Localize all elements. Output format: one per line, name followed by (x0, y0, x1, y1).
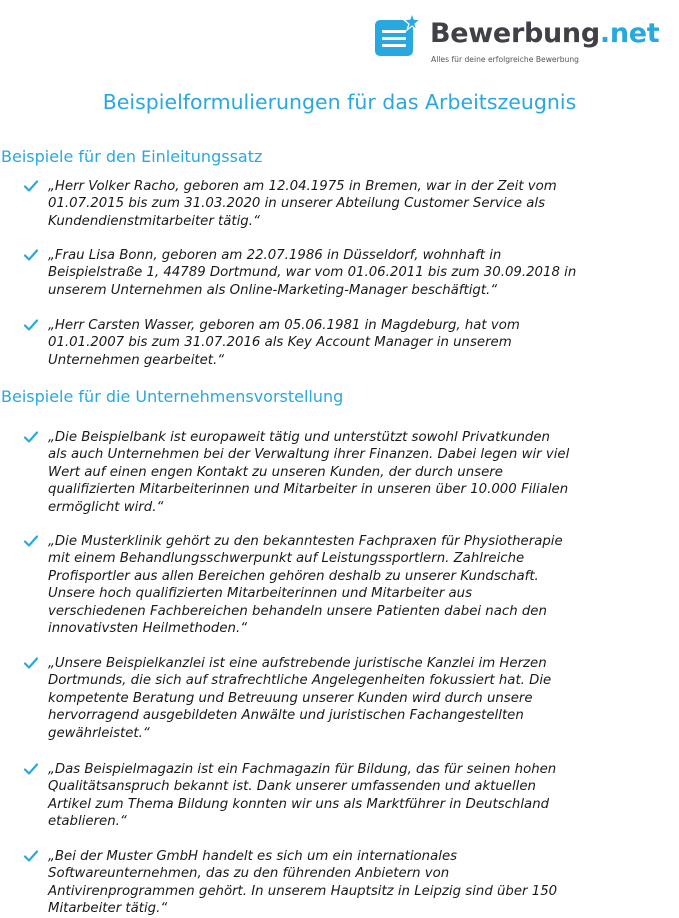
example-quote: „Herr Carsten Wasser, geboren am 05.06.1981 in Magdeburg, hat vom 01.01.2007 bis zum 31.07.2016 als Key Account Manager in unserem Unternehmen gearbeitet.“ (48, 318, 520, 368)
example-quote: „Frau Lisa Bonn, geboren am 22.07.1986 in Düsseldorf, wohnhaft in Beispielstraße 1, 44789 Dortmund, war vom 01.06.2011 bis zum 30.09.2018 in unserem Unternehmen als Online-Marketing-Manager beschäftigt.“ (48, 248, 577, 298)
brand-tagline: Alles für deine erfolgreiche Bewerbung (431, 55, 579, 64)
example-quote: „Die Musterklinik gehört zu den bekanntesten Fachpraxen für Physiotherapie mit einem Behandlungsschwerpunkt auf Leistungssportlern. Zahlreiche Profisportler aus allen Bereichen gehören deshalb zu unserer Kundschaft. Unsere hoch qualifizierten Mitarbeiterinnen und Mitarbeiter aus verschiedenen Fachbereichen behandeln unsere Patienten dabei nach den innovativsten Heilmethoden.“ (48, 534, 563, 637)
example-quote: „Herr Volker Racho, geboren am 12.04.1975 in Bremen, war in der Zeit vom 01.07.2015 bis zum 31.03.2020 in unserer Abteilung Customer Service als Kundendienstmitarbeiter tätig.“ (48, 179, 557, 229)
checkmark-icon (24, 850, 38, 862)
checkmark-icon (24, 180, 38, 192)
brand-name-main: Bewerbung (430, 18, 600, 49)
example-quote: „Bei der Muster GmbH handelt es sich um ein internationales Softwareunternehmen, das zu den führenden Anbietern von Antivirenprogrammen gehört. In unserem Hauptsitz in Leipzig sind über 150 Mitarbeiter tätig.“ (48, 849, 558, 917)
document-icon (374, 12, 420, 58)
checkmark-icon (24, 319, 38, 331)
section-heading-unternehmensvorstellung: Beispiele für die Unternehmensvorstellung (1, 387, 344, 406)
checkmark-icon (24, 535, 38, 547)
page-title: Beispielformulierungen für das Arbeitszeugnis (102, 90, 577, 114)
example-quote: „Die Beispielbank ist europaweit tätig und unterstützt sowohl Privatkunden als auch Unternehmen bei der Verwaltung ihrer Finanzen. Dabei legen wir viel Wert auf einen engen Kontakt zu unseren Kunden, der durch unsere qualifizierten Mitarbeiterinnen und Mitarbeiter in unseren über 10.000 Filialen ermöglicht wird.“ (48, 430, 570, 515)
example-quote: „Das Beispielmagazin ist ein Fachmagazin für Bildung, das für seinen hohen Qualitätsanspruch bekannt ist. Dank unserer umfassenden und aktuellen Artikel zum Thema Bildung konnten wir uns als Marktführer in Deutschland etablieren.“ (48, 762, 557, 830)
brand-logo (372, 4, 677, 70)
example-quote: „Unsere Beispielkanzlei ist eine aufstrebende juristische Kanzlei im Herzen Dortmunds, die sich auf strafrechtliche Angelegenheiten fokussiert hat. Die kompetente Beratung und Betreuung unserer Kunden wird durch unsere hervorragend ausgebildeten Anwälte und juristischen Fachangestellten gewährleistet.“ (48, 656, 552, 741)
checkmark-icon (24, 431, 38, 443)
checkmark-icon (24, 249, 38, 261)
checkmark-icon (24, 763, 38, 775)
section-heading-einleitungssatz: Beispiele für den Einleitungssatz (1, 147, 263, 166)
brand-name (430, 18, 659, 50)
checkmark-icon (24, 657, 38, 669)
brand-name-tld: .net (599, 18, 660, 49)
